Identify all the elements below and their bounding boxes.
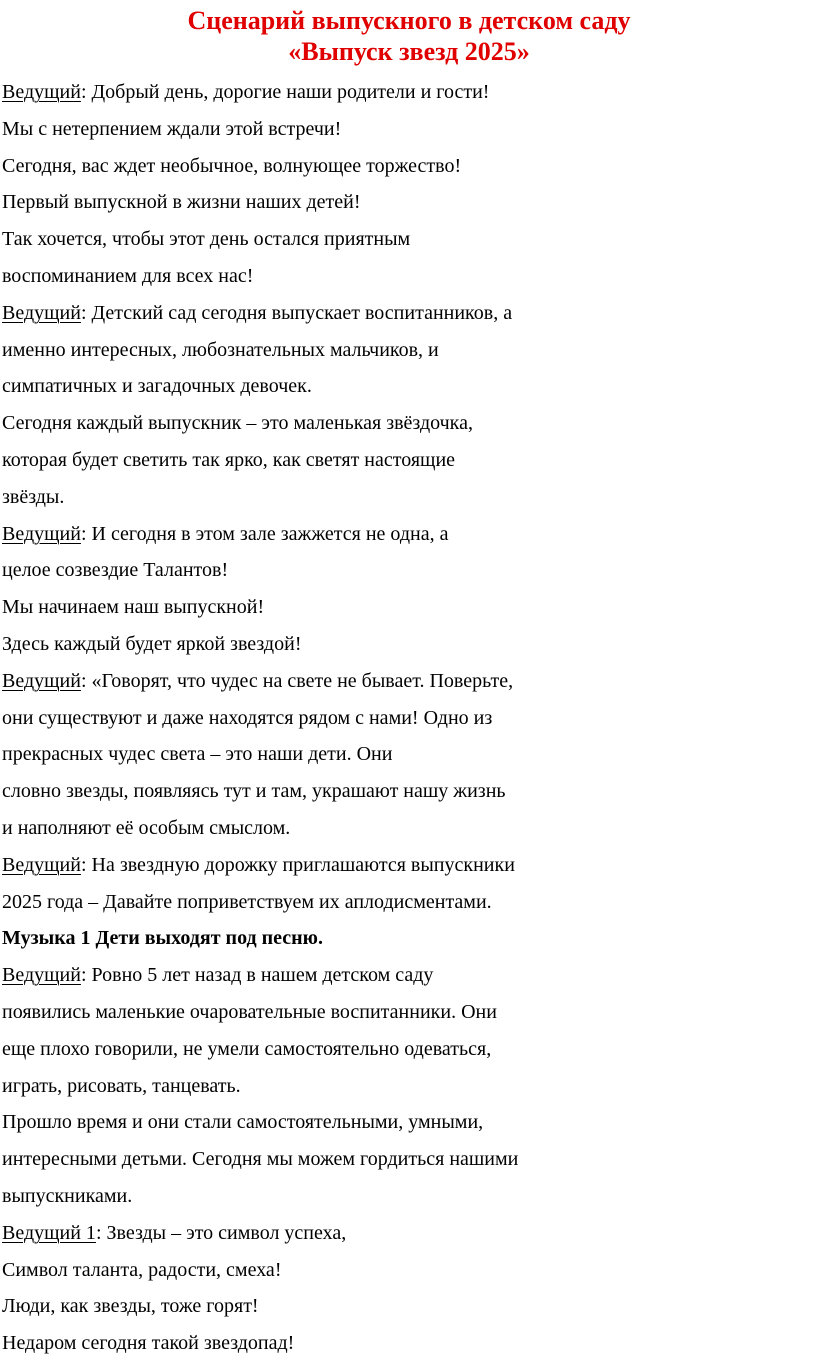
speaker-label: Ведущий (2, 81, 81, 103)
script-line (2, 74, 816, 111)
speaker-label: Ведущий (2, 522, 81, 545)
script-line (2, 221, 816, 258)
speaker-label: Ведущий 1 (2, 1221, 96, 1244)
script-line (2, 1325, 816, 1362)
script-line (2, 332, 816, 369)
script-line (2, 884, 816, 921)
line-text: Сегодня каждый выпускник – это маленькая звёздочка, (2, 412, 473, 435)
document-title (2, 5, 816, 67)
script-line (2, 552, 816, 589)
script-line (2, 148, 816, 185)
script-line (2, 589, 816, 626)
line-text: Музыка 1 Дети выходят под песню. (2, 927, 323, 950)
speaker-label: Ведущий (2, 964, 81, 987)
line-text: интересными детьми. Сегодня мы можем гордиться нашими (2, 1148, 519, 1171)
script-line (2, 1215, 816, 1252)
line-text: которая будет светить так ярко, как светят настоящие (2, 448, 456, 471)
script-line (2, 994, 816, 1031)
line-text: Так хочется, чтобы этот день остался приятным (2, 228, 411, 251)
line-text: играть, рисовать, танцевать. (2, 1074, 241, 1097)
script-line (2, 1031, 816, 1068)
line-text: : Добрый день, дорогие наши родители и гости! (80, 81, 490, 103)
line-text: появились маленькие очаровательные воспитанники. Они (2, 1000, 497, 1023)
script-line (2, 479, 816, 516)
script-line (2, 368, 816, 405)
line-text: : Звезды – это символ успеха, (95, 1221, 347, 1244)
line-text: воспоминанием для всех нас! (2, 264, 254, 287)
script-line (2, 258, 816, 295)
line-text: Мы с нетерпением ждали этой встречи! (2, 117, 342, 140)
script-line (2, 847, 816, 884)
line-text: Мы начинаем наш выпускной! (2, 596, 265, 619)
title-line-1: Сценарий выпускного в детском саду (187, 6, 631, 35)
line-text: : Детский сад сегодня выпускает воспитанников, а (80, 301, 513, 324)
line-text: словно звезды, появляясь тут и там, украшают нашу жизнь (2, 780, 506, 803)
script-line (2, 773, 816, 810)
script-line (2, 295, 816, 332)
script-line (2, 1288, 816, 1325)
line-text: симпатичных и загадочных девочек. (2, 375, 312, 398)
script-line (2, 1252, 816, 1289)
script-line (2, 1104, 816, 1141)
line-text: Люди, как звезды, тоже горят! (2, 1295, 259, 1318)
title-line-2: «Выпуск звезд 2025» (288, 37, 530, 66)
script-line (2, 810, 816, 847)
line-text: и наполняют её особым смыслом. (2, 816, 291, 839)
script-line (2, 663, 816, 700)
speaker-label: Ведущий (2, 669, 81, 692)
line-text: именно интересных, любознательных мальчиков, и (2, 338, 439, 361)
speaker-label: Ведущий (2, 853, 81, 876)
line-text: Сегодня, вас ждет необычное, волнующее торжество! (2, 154, 462, 177)
speaker-label: Ведущий (2, 301, 81, 324)
line-text: : И сегодня в этом зале зажжется не одна, а (80, 522, 449, 545)
line-text: еще плохо говорили, не умели самостоятельно одеваться, (2, 1037, 492, 1060)
line-text: : «Говорят, что чудес на свете не бывает. Поверьте, (80, 669, 514, 692)
script-line (2, 442, 816, 479)
line-text: прекрасных чудес света – это наши дети. Они (2, 743, 393, 766)
line-text: выпускниками. (2, 1184, 133, 1207)
line-text: Символ таланта, радости, смеха! (2, 1258, 282, 1281)
script-line (2, 1068, 816, 1105)
stage-direction-line (2, 920, 816, 957)
document-page (0, 5, 816, 1355)
script-line (2, 111, 816, 148)
script-line (2, 405, 816, 442)
line-text: Недаром сегодня такой звездопад! (2, 1332, 295, 1355)
line-text: звёзды. (2, 485, 65, 508)
script-body (2, 74, 816, 1362)
line-text: : На звездную дорожку приглашаются выпускники (80, 853, 515, 876)
script-line (2, 957, 816, 994)
script-line (2, 626, 816, 663)
line-text: Здесь каждый будет яркой звездой! (2, 632, 302, 655)
script-line (2, 1141, 816, 1178)
script-line (2, 184, 816, 221)
script-line (2, 1178, 816, 1215)
script-line (2, 736, 816, 773)
line-text: : Ровно 5 лет назад в нашем детском саду (80, 964, 434, 987)
line-text: они существуют и даже находятся рядом с нами! Одно из (2, 706, 493, 729)
line-text: Первый выпускной в жизни наших детей! (2, 191, 361, 214)
line-text: целое созвездие Талантов! (2, 559, 229, 582)
script-line (2, 516, 816, 553)
line-text: 2025 года – Давайте поприветствуем их аплодисментами. (2, 890, 492, 913)
script-line (2, 700, 816, 737)
line-text: Прошло время и они стали самостоятельными, умными, (2, 1111, 484, 1134)
